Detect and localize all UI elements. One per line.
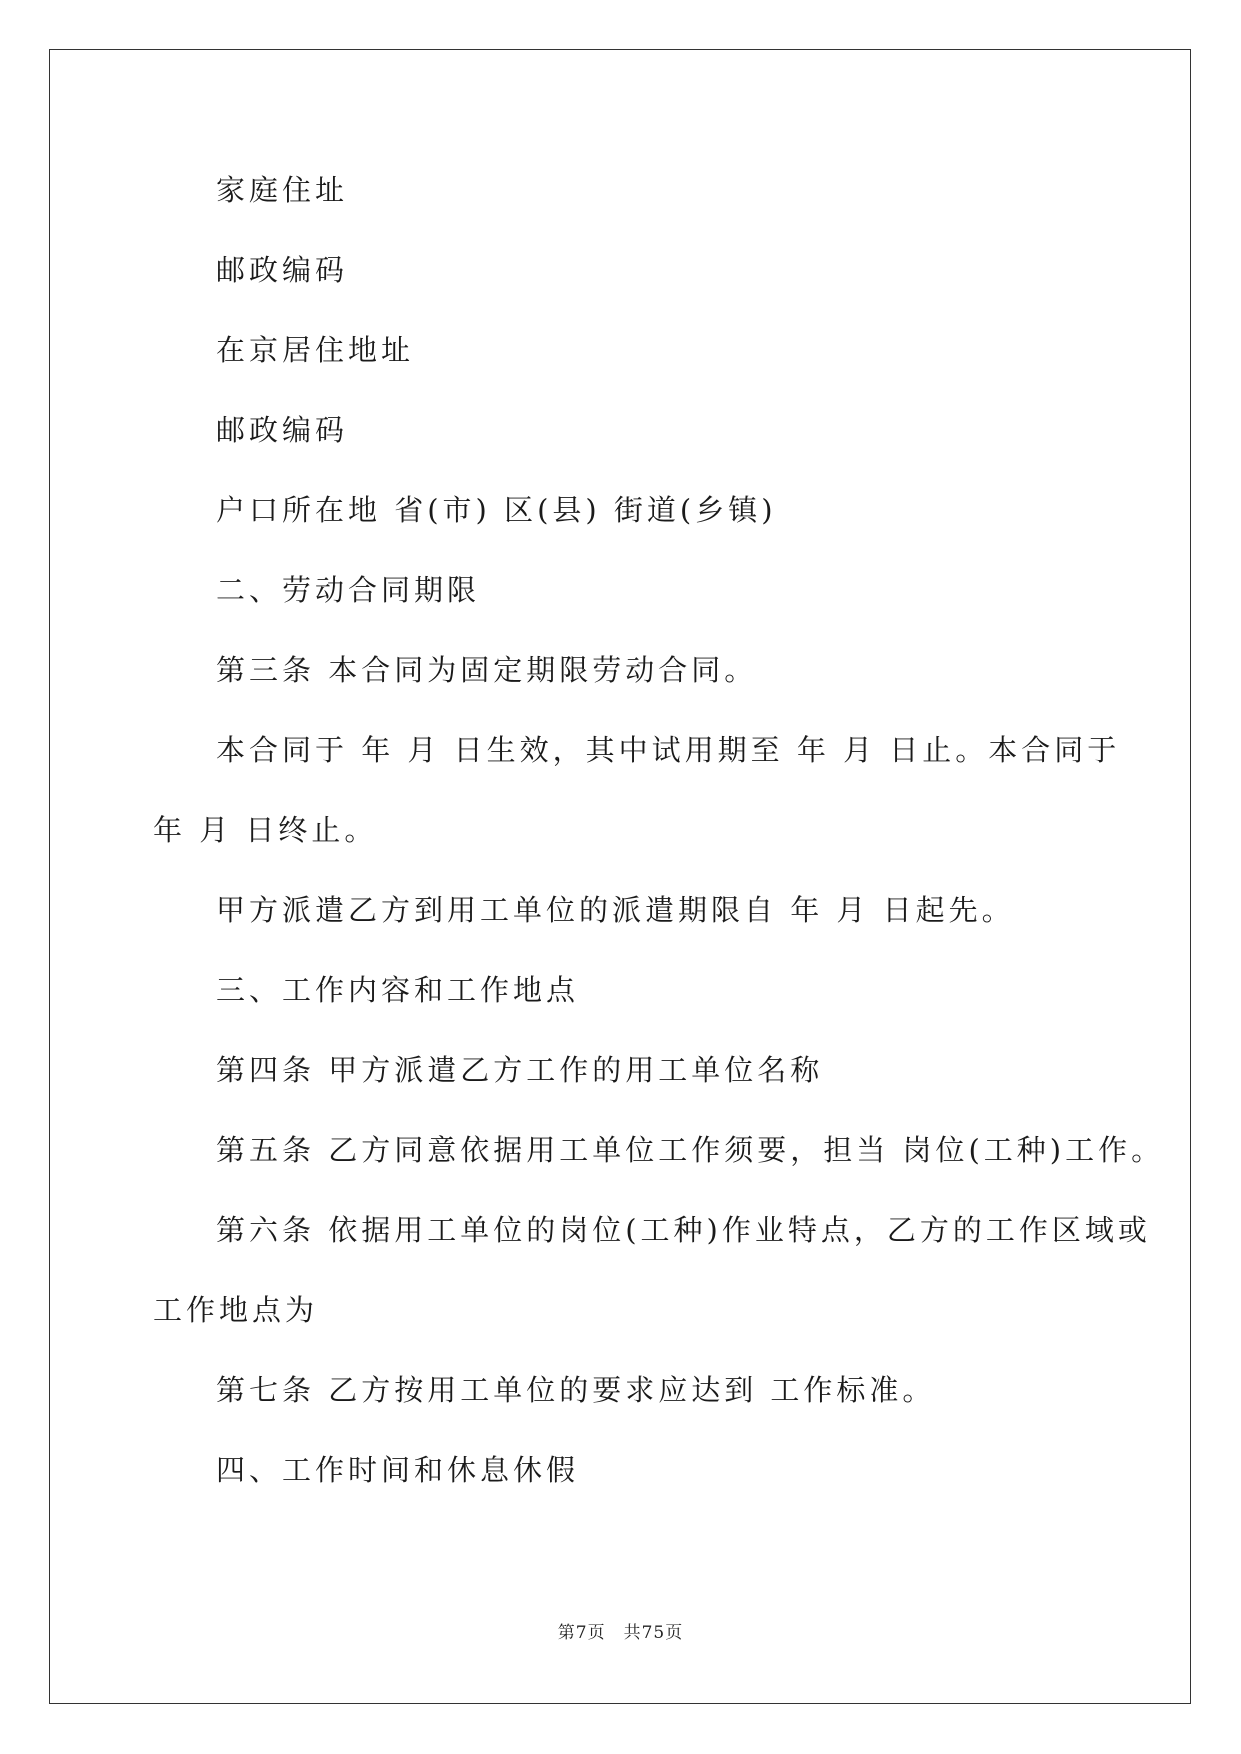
article-6-line-2: 工作地点为 — [153, 1293, 319, 1327]
page-number-footer: 第7页 共75页 — [557, 1623, 684, 1643]
section-heading-3: 三、工作内容和工作地点 — [216, 973, 580, 1007]
article-4: 第四条 甲方派遣乙方工作的用工单位名称 — [216, 1053, 824, 1087]
article-6-line-1: 第六条 依据用工单位的岗位(工种)作业特点，乙方的工作区域或 — [216, 1213, 1151, 1247]
field-beijing-address: 在京居住地址 — [216, 333, 415, 367]
paragraph-term-line-2: 年 月 日终止。 — [153, 813, 378, 847]
article-3: 第三条 本合同为固定期限劳动合同。 — [216, 653, 758, 687]
field-postal-code: 邮政编码 — [216, 253, 349, 287]
field-hukou-location: 户口所在地 省(市) 区(县) 街道(乡镇) — [216, 493, 777, 527]
article-5: 第五条 乙方同意依据用工单位工作须要，担当 岗位(工种)工作。 — [216, 1133, 1165, 1167]
field-postal-code-2: 邮政编码 — [216, 413, 349, 447]
section-heading-2: 二、劳动合同期限 — [216, 573, 481, 607]
field-home-address: 家庭住址 — [216, 173, 349, 207]
section-heading-4: 四、工作时间和休息休假 — [216, 1453, 580, 1487]
paragraph-term-line-1: 本合同于 年 月 日生效，其中试用期至 年 月 日止。本合同于 — [216, 733, 1121, 767]
article-7: 第七条 乙方按用工单位的要求应达到 工作标准。 — [216, 1373, 936, 1407]
paragraph-dispatch-term: 甲方派遣乙方到用工单位的派遣期限自 年 月 日起先。 — [216, 893, 1015, 927]
